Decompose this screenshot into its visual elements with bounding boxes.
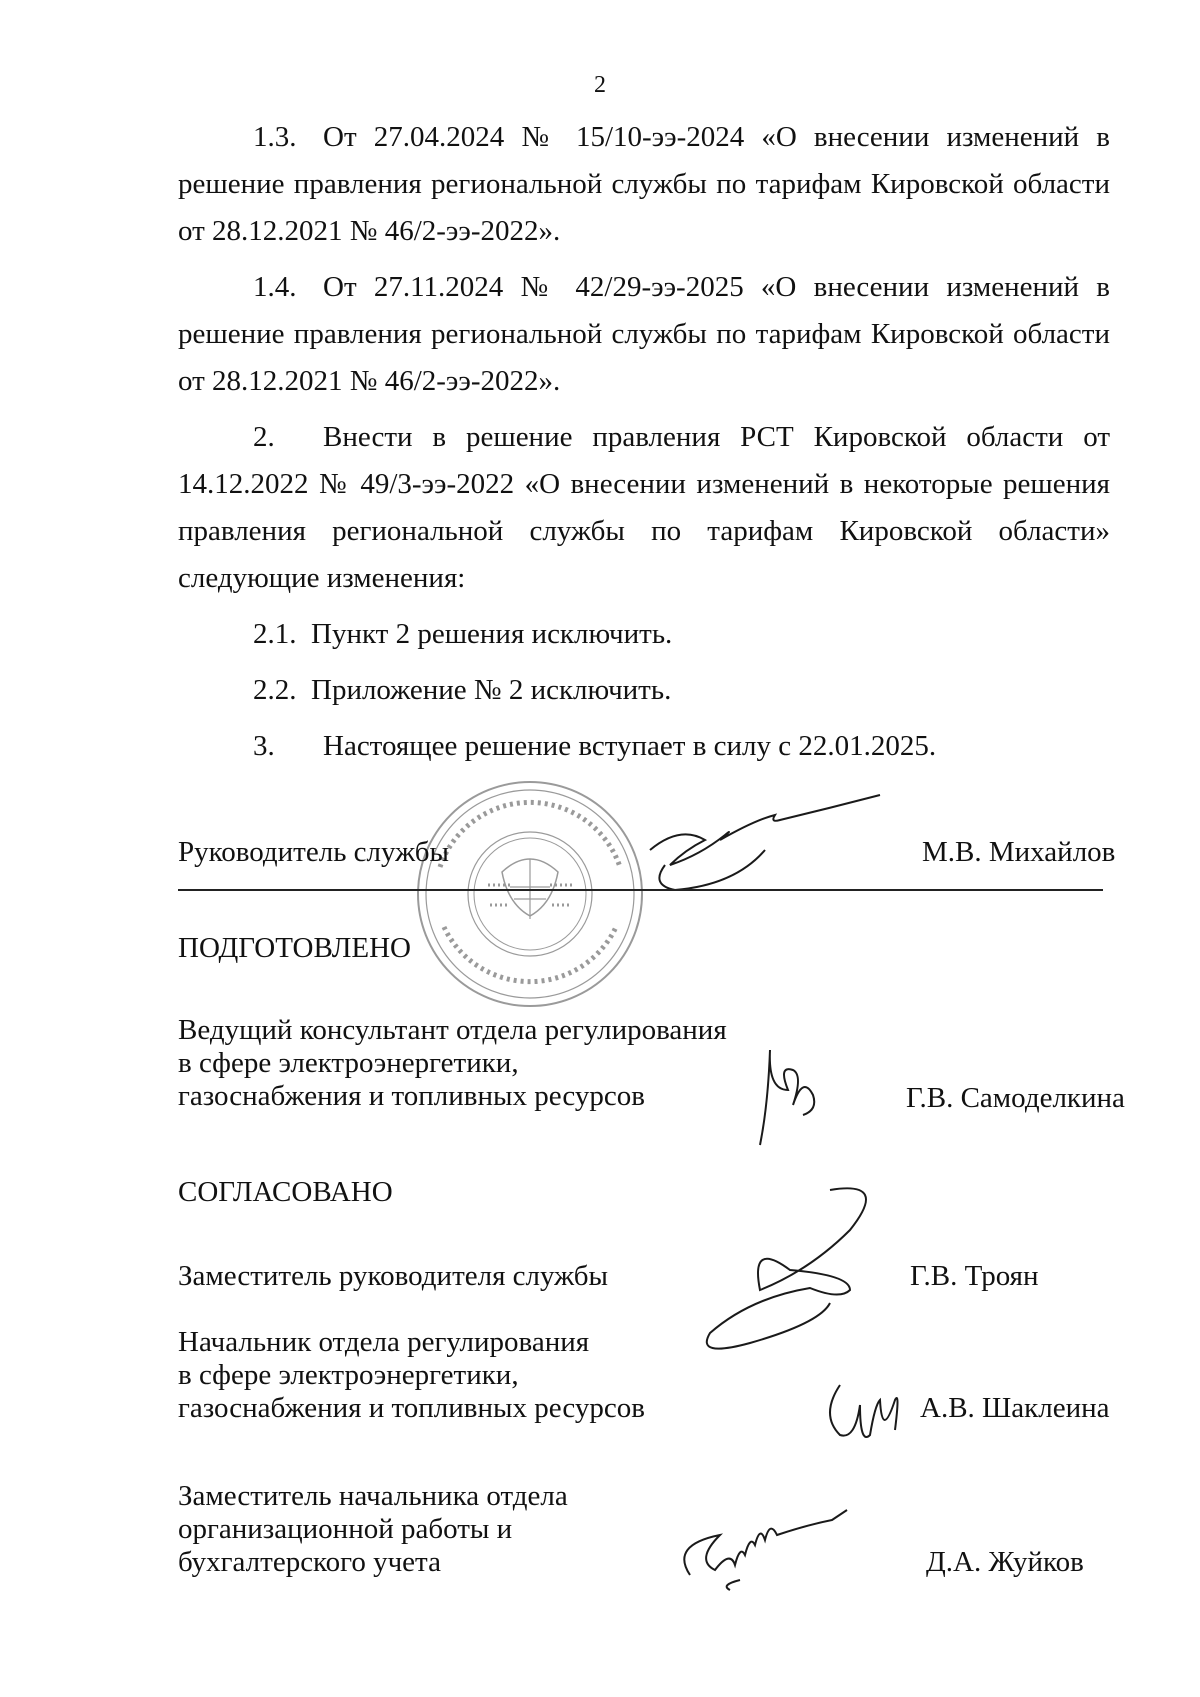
dept-head-signature-icon [820,1365,920,1455]
official-stamp-icon [410,777,650,1012]
deputy-dept-head-name: Д.А. Жуйков [926,1546,1084,1578]
head-signature-icon [640,790,890,900]
head-name: М.В. Михайлов [922,836,1116,868]
paragraph-text: Приложение № 2 исключить. [311,674,672,706]
paragraph-2-1 [178,611,1110,658]
dept-head-name: А.В. Шаклеина [920,1392,1110,1424]
prepared-name: Г.В. Самоделкина [906,1082,1125,1114]
paragraph-number: 1.4. [253,271,297,303]
dept-head-position-line-1: Начальник отдела регулирования [178,1326,590,1358]
deputy-dept-head-signature-icon [660,1505,890,1595]
paragraph-number: 3. [253,730,275,762]
deputy-dept-head-position-line-3: бухгалтерского учета [178,1546,441,1578]
prepared-position-line-2: в сфере электроэнергетики, [178,1047,519,1079]
deputy-dept-head-position-line-2: организационной работы и [178,1513,513,1545]
paragraph-1-3 [178,114,1110,255]
page-number: 2 [594,72,606,98]
paragraph-2 [178,414,1110,602]
deputy-head-signature-icon [690,1180,930,1370]
paragraph-text: От 27.04.2024 № 15/10-ээ-2024 «О внесении изменений в решение правления региональной службы по тарифам Кировской области от 28.12.2021 № 46/2-ээ-2022». [178,121,1110,247]
agreed-heading: СОГЛАСОВАНО [178,1176,393,1208]
paragraph-number: 2.2. [253,674,297,706]
separator-line [178,889,1103,891]
paragraph-text: Внести в решение правления РСТ Кировской области от 14.12.2022 № 49/3-ээ-2022 «О внесении изменений в некоторые решения правления региональной службы по тарифам Кировской области» следующие изменения: [178,421,1110,594]
paragraph-number: 2. [253,421,275,453]
paragraph-text: От 27.11.2024 № 42/29-ээ-2025 «О внесении изменений в решение правления региональной службы по тарифам Кировской области от 28.12.2021 № 46/2-ээ-2022». [178,271,1110,397]
prepared-signature-icon [740,1045,840,1155]
head-position: Руководитель службы [178,836,450,868]
paragraph-text: Пункт 2 решения исключить. [311,618,673,650]
deputy-head-position: Заместитель руководителя службы [178,1260,609,1292]
dept-head-position-line-3: газоснабжения и топливных ресурсов [178,1392,645,1424]
paragraph-text: Настоящее решение вступает в силу с 22.01.2025. [323,730,937,762]
paragraph-1-4 [178,264,1110,405]
decision-body [178,114,1110,779]
paragraph-2-2 [178,667,1110,714]
paragraph-3 [178,723,1110,770]
prepared-position-line-3: газоснабжения и топливных ресурсов [178,1080,645,1112]
prepared-heading: ПОДГОТОВЛЕНО [178,932,411,964]
prepared-position-line-1: Ведущий консультант отдела регулирования [178,1014,727,1046]
dept-head-position-line-2: в сфере электроэнергетики, [178,1359,519,1391]
paragraph-number: 1.3. [253,121,297,153]
deputy-head-name: Г.В. Троян [910,1260,1039,1292]
paragraph-number: 2.1. [253,618,297,650]
deputy-dept-head-position-line-1: Заместитель начальника отдела [178,1480,568,1512]
